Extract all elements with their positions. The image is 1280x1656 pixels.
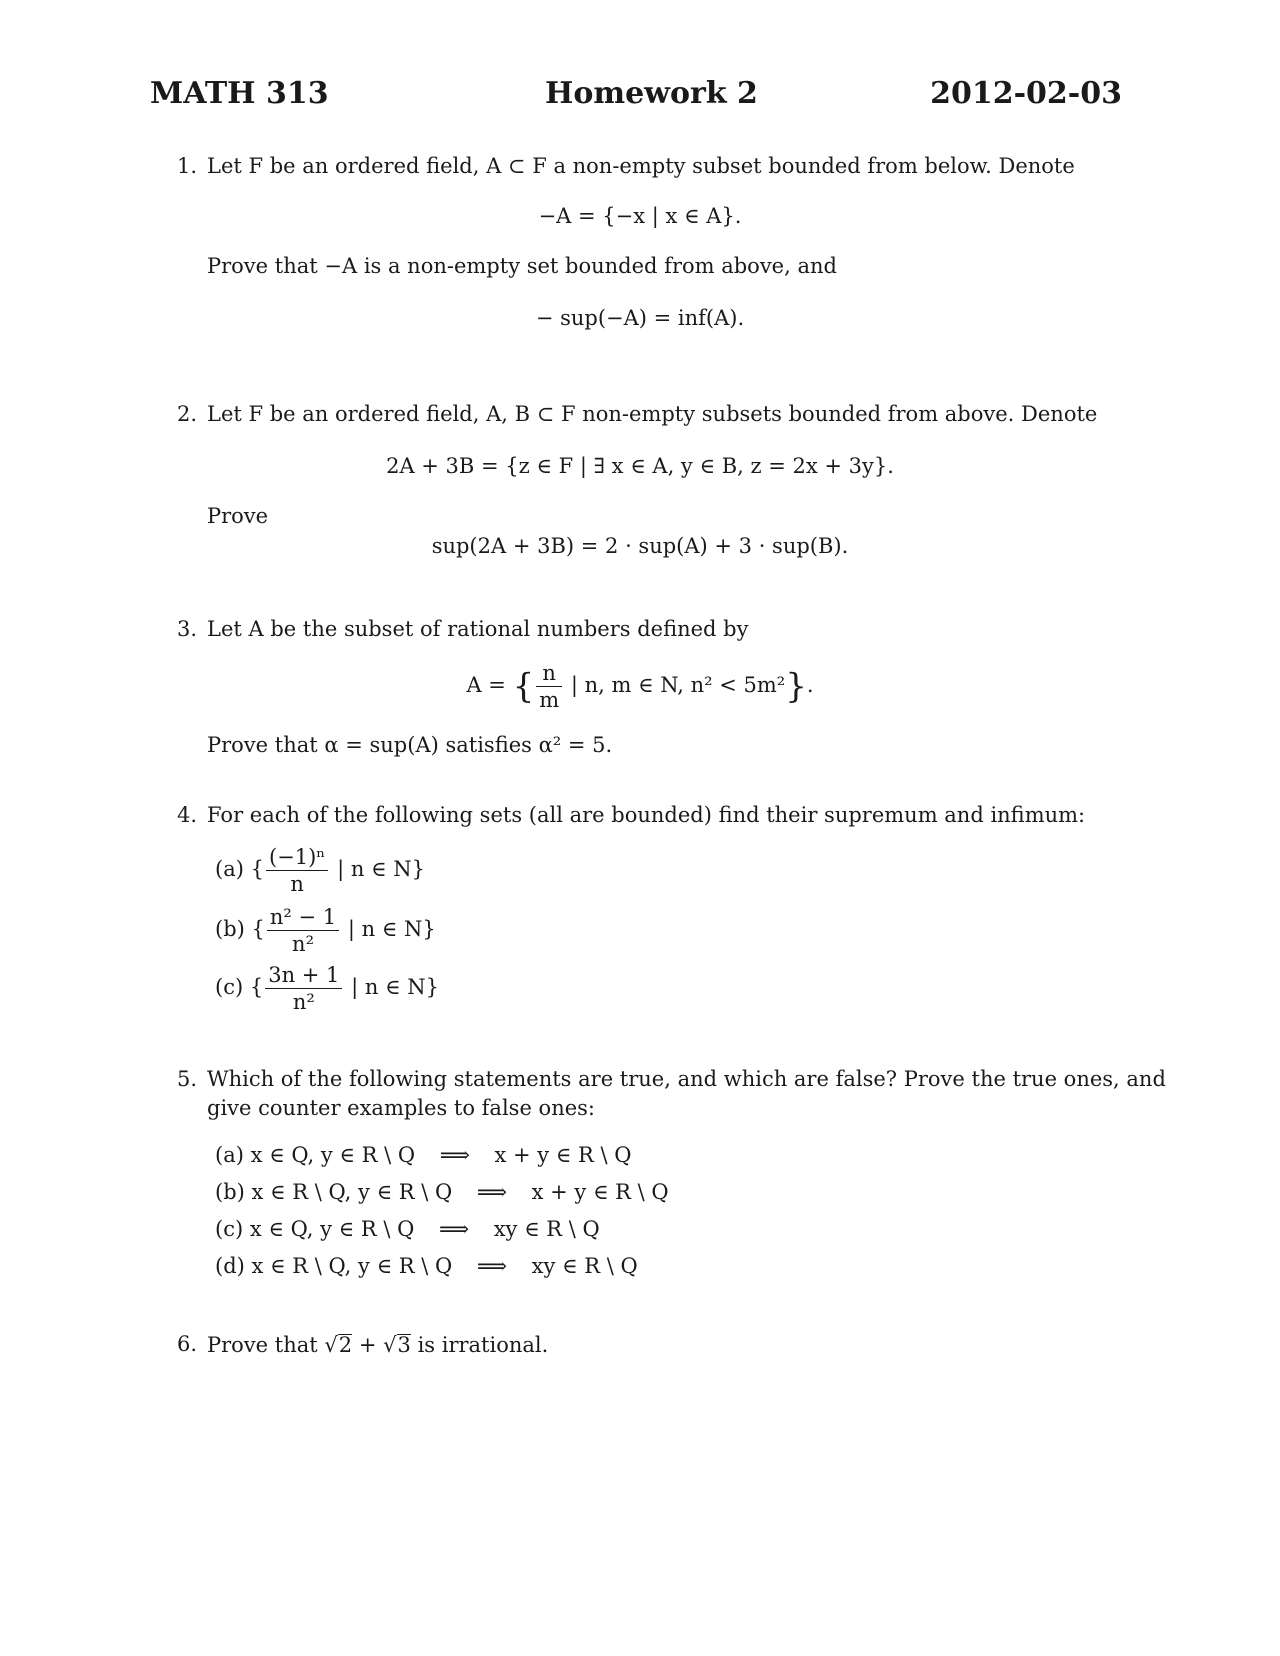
item-fraction xyxy=(267,906,339,955)
item-rest: | n ∈ N} xyxy=(337,857,425,882)
item-rhs: x + y ∈ R \ Q xyxy=(494,1143,632,1167)
problem-2-text-2: Prove xyxy=(207,504,269,528)
item-label: (c) xyxy=(215,975,244,1000)
plus-sign: + xyxy=(358,1333,377,1357)
sqrt-3: 3 xyxy=(397,1333,411,1357)
problem-3-intro: Let A be the subset of rational numbers defined by xyxy=(207,617,749,641)
problem-5-line-1: Which of the following statements are true, and which are false? Prove the true ones, and xyxy=(207,1067,1166,1091)
fraction-denominator: n xyxy=(290,872,304,897)
fraction-numerator: 3n + 1 xyxy=(265,964,342,989)
problem-1-text-2: Prove that −A is a non-empty set bounded from above, and xyxy=(207,254,837,278)
implies-arrow: ⟹ xyxy=(476,1180,507,1204)
fraction-denominator: n² xyxy=(292,990,315,1015)
problem-6-number: 6. xyxy=(177,1332,198,1356)
item-rhs: x + y ∈ R \ Q xyxy=(531,1180,669,1204)
fraction-numerator: n² − 1 xyxy=(267,906,339,931)
problem-4-number: 4. xyxy=(177,803,198,827)
fraction-denominator: n² xyxy=(292,932,314,957)
problem-6-post: is irrational. xyxy=(417,1333,549,1357)
homework-title: Homework 2 xyxy=(545,76,758,111)
implies-arrow: ⟹ xyxy=(438,1217,470,1241)
fraction-denominator: m xyxy=(539,688,560,713)
item-lhs: x ∈ R \ Q, y ∈ R \ Q xyxy=(251,1254,453,1278)
problem-6-text: Prove that √2 + √3 is irrational. xyxy=(207,1333,549,1357)
item-lhs: x ∈ R \ Q, y ∈ R \ Q xyxy=(251,1180,453,1204)
homework-date: 2012-02-03 xyxy=(930,76,1122,111)
fraction-numerator: n xyxy=(536,662,562,687)
item-label: (a) xyxy=(215,857,244,882)
problem-2-number: 2. xyxy=(177,402,198,426)
problem-6-pre: Prove that xyxy=(207,1333,318,1357)
implies-arrow: ⟹ xyxy=(439,1143,470,1167)
item-label: (d) xyxy=(215,1254,245,1278)
problem-5-number: 5. xyxy=(177,1067,198,1091)
item-rest: | n ∈ N} xyxy=(347,917,436,942)
problem-2-intro: Let F be an ordered field, A, B ⊂ F non-empty subsets bounded from above. Denote xyxy=(207,402,1098,426)
problem-5-item-b xyxy=(215,1182,669,1203)
problem-3-number: 3. xyxy=(177,617,198,641)
problem-4-item-b: (b) { $\frac{\text{n² − 1}}{\text{n²}}$ | n ∈ N} xyxy=(215,905,436,957)
item-lhs: x ∈ Q, y ∈ R \ Q xyxy=(250,1143,416,1167)
sqrt-2: 2 xyxy=(338,1333,353,1357)
problem-4-item-c: (c) { $\frac{3n + 1}{\text{n²}}$ | n ∈ N} xyxy=(215,963,440,1015)
item-fraction xyxy=(265,964,342,1013)
item-label: (b) xyxy=(215,1180,245,1204)
problem-3-equation: A = { $\frac{n}{m}$ | n, m ∈ N, n² < 5m²}. xyxy=(466,661,814,713)
problem-3-fraction xyxy=(536,662,562,711)
item-rest: | n ∈ N} xyxy=(351,975,440,1000)
item-label: (a) xyxy=(215,1143,244,1167)
problem-1-intro: Let F be an ordered field, A ⊂ F a non-empty subset bounded from below. Denote xyxy=(207,154,1075,178)
item-fraction xyxy=(266,846,328,895)
item-label: (b) xyxy=(215,917,245,942)
problem-1-equation-2: − sup(−A) = inf(A). xyxy=(535,306,745,330)
item-rhs: xy ∈ R \ Q xyxy=(531,1254,638,1278)
item-lhs: x ∈ Q, y ∈ R \ Q xyxy=(249,1217,415,1241)
implies-arrow: ⟹ xyxy=(476,1254,507,1278)
problem-5-line-2: give counter examples to false ones: xyxy=(207,1096,595,1120)
problem-2-equation-1: 2A + 3B = {z ∈ F | ∃ x ∈ A, y ∈ B, z = 2x + 3y}. xyxy=(386,454,894,478)
item-rhs: xy ∈ R \ Q xyxy=(493,1217,600,1241)
problem-2-equation-2: sup(2A + 3B) = 2 · sup(A) + 3 · sup(B). xyxy=(431,534,849,558)
problem-1-equation-1: −A = {−x | x ∈ A}. xyxy=(538,204,742,228)
fraction-numerator: (−1)ⁿ xyxy=(266,846,328,871)
problem-1-number: 1. xyxy=(177,154,198,178)
problem-3-eq-rest: | n, m ∈ N, n² < 5m² xyxy=(570,673,786,698)
course-code: MATH 313 xyxy=(150,76,329,111)
problem-5-item-d xyxy=(215,1256,638,1277)
problem-3-eq-lhs: A = xyxy=(466,673,506,698)
right-brace: } xyxy=(785,666,807,707)
problem-4-item-a: (a) { $\frac{\text{(−1)ⁿ}}{n}$ | n ∈ N} xyxy=(215,845,425,897)
problem-3-text-2: Prove that α = sup(A) satisfies α² = 5. xyxy=(207,733,613,757)
left-brace: { xyxy=(512,666,535,707)
problem-5-item-c xyxy=(215,1219,600,1240)
problem-4-intro: For each of the following sets (all are bounded) find their supremum and infimum: xyxy=(207,803,1086,827)
item-label: (c) xyxy=(215,1217,244,1241)
problem-5-item-a xyxy=(215,1145,631,1166)
